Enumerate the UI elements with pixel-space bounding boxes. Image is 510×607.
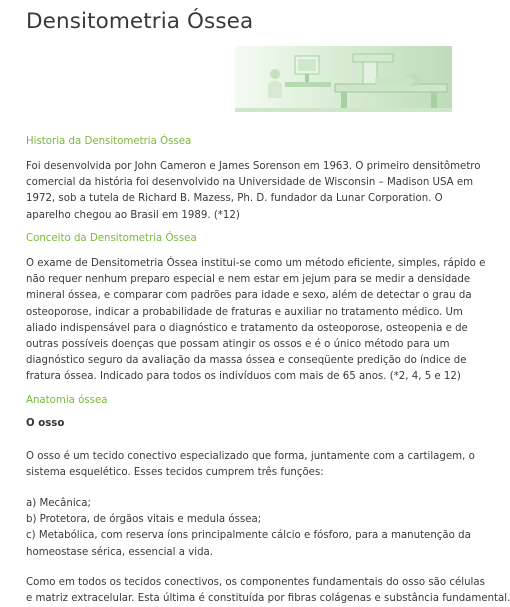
functions-list <box>26 496 471 561</box>
text-line: O osso é um tecido conectivo especializado que forma, juntamente com a cartilagem, o <box>26 451 475 462</box>
text-line: e matriz extracelular. Esta última é constituída por fibras colágenas e substância fundamental. <box>26 593 510 605</box>
text-line: 1972, sob a tutela de Richard B. Mazess, Ph. D. fundador da Lunar Corporation. O <box>26 193 443 205</box>
historia-paragraph <box>26 159 481 224</box>
text-line: O exame de Densitometria Óssea institui-se como um método eficiente, simples, rápido e <box>26 258 486 269</box>
text-line: outras possíveis doenças que possam atingir os ossos e é o único método para um <box>26 339 450 351</box>
text-line: não requer nenhum preparo especial e nem estar em jejum para se medir a densidade <box>26 274 471 286</box>
text-line: mineral óssea, e comparar com padrões para idade e sexo, além de detectar o grau da <box>26 290 472 302</box>
text-line: aliado indispensável para o diagnóstico e tratamento da osteoporose, osteopenia e de <box>26 322 468 334</box>
section-heading-historia: Historia da Densitometria Óssea <box>26 136 192 147</box>
text-line: aparelho chegou ao Brasil em 1989. (*12) <box>26 209 240 221</box>
text-line: diagnóstico seguro da avaliação da massa óssea e conseqüente predição do índice de <box>26 355 467 367</box>
list-item: b) Protetora, de órgãos vitais e medula óssea; <box>26 514 262 526</box>
anatomia-intro-paragraph <box>26 449 475 481</box>
banner-image <box>235 46 452 112</box>
section-heading-conceito: Conceito da Densitometria Óssea <box>26 233 197 244</box>
text-line: sistema esquelético. Esses tecidos cumprem três funções: <box>26 467 324 479</box>
text-line: Foi desenvolvida por John Cameron e James Sorenson em 1963. O primeiro densitômetro <box>26 161 481 172</box>
text-line: comercial da história foi desenvolvido na Universidade de Wisconsin – Madison USA em <box>26 177 474 189</box>
text-line: osteoporose, indicar a probabilidade de fraturas e auxiliar no tratamento médico. Um <box>26 306 463 318</box>
subheading-o-osso: O osso <box>26 418 65 429</box>
list-item: homeostase sérica, essencial a vida. <box>26 546 214 558</box>
densitometry-scanner-illustration-icon <box>235 46 452 112</box>
list-item: c) Metabólica, com reserva íons principalmente cálcio e fósforo, para a manutenção da <box>26 530 471 542</box>
conceito-paragraph <box>26 256 486 386</box>
page-title: Densitometria Óssea <box>26 9 254 34</box>
list-item: a) Mecânica; <box>26 498 91 509</box>
anatomia-closing-paragraph <box>26 575 510 607</box>
text-line: Como em todos os tecidos conectivos, os componentes fundamentais do osso são células <box>26 577 485 588</box>
section-heading-anatomia: Anatomia óssea <box>26 395 108 406</box>
text-line: fratura óssea. Indicado para todos os indivíduos com mais de 65 anos. (*2, 4, 5 e 12) <box>26 371 461 383</box>
